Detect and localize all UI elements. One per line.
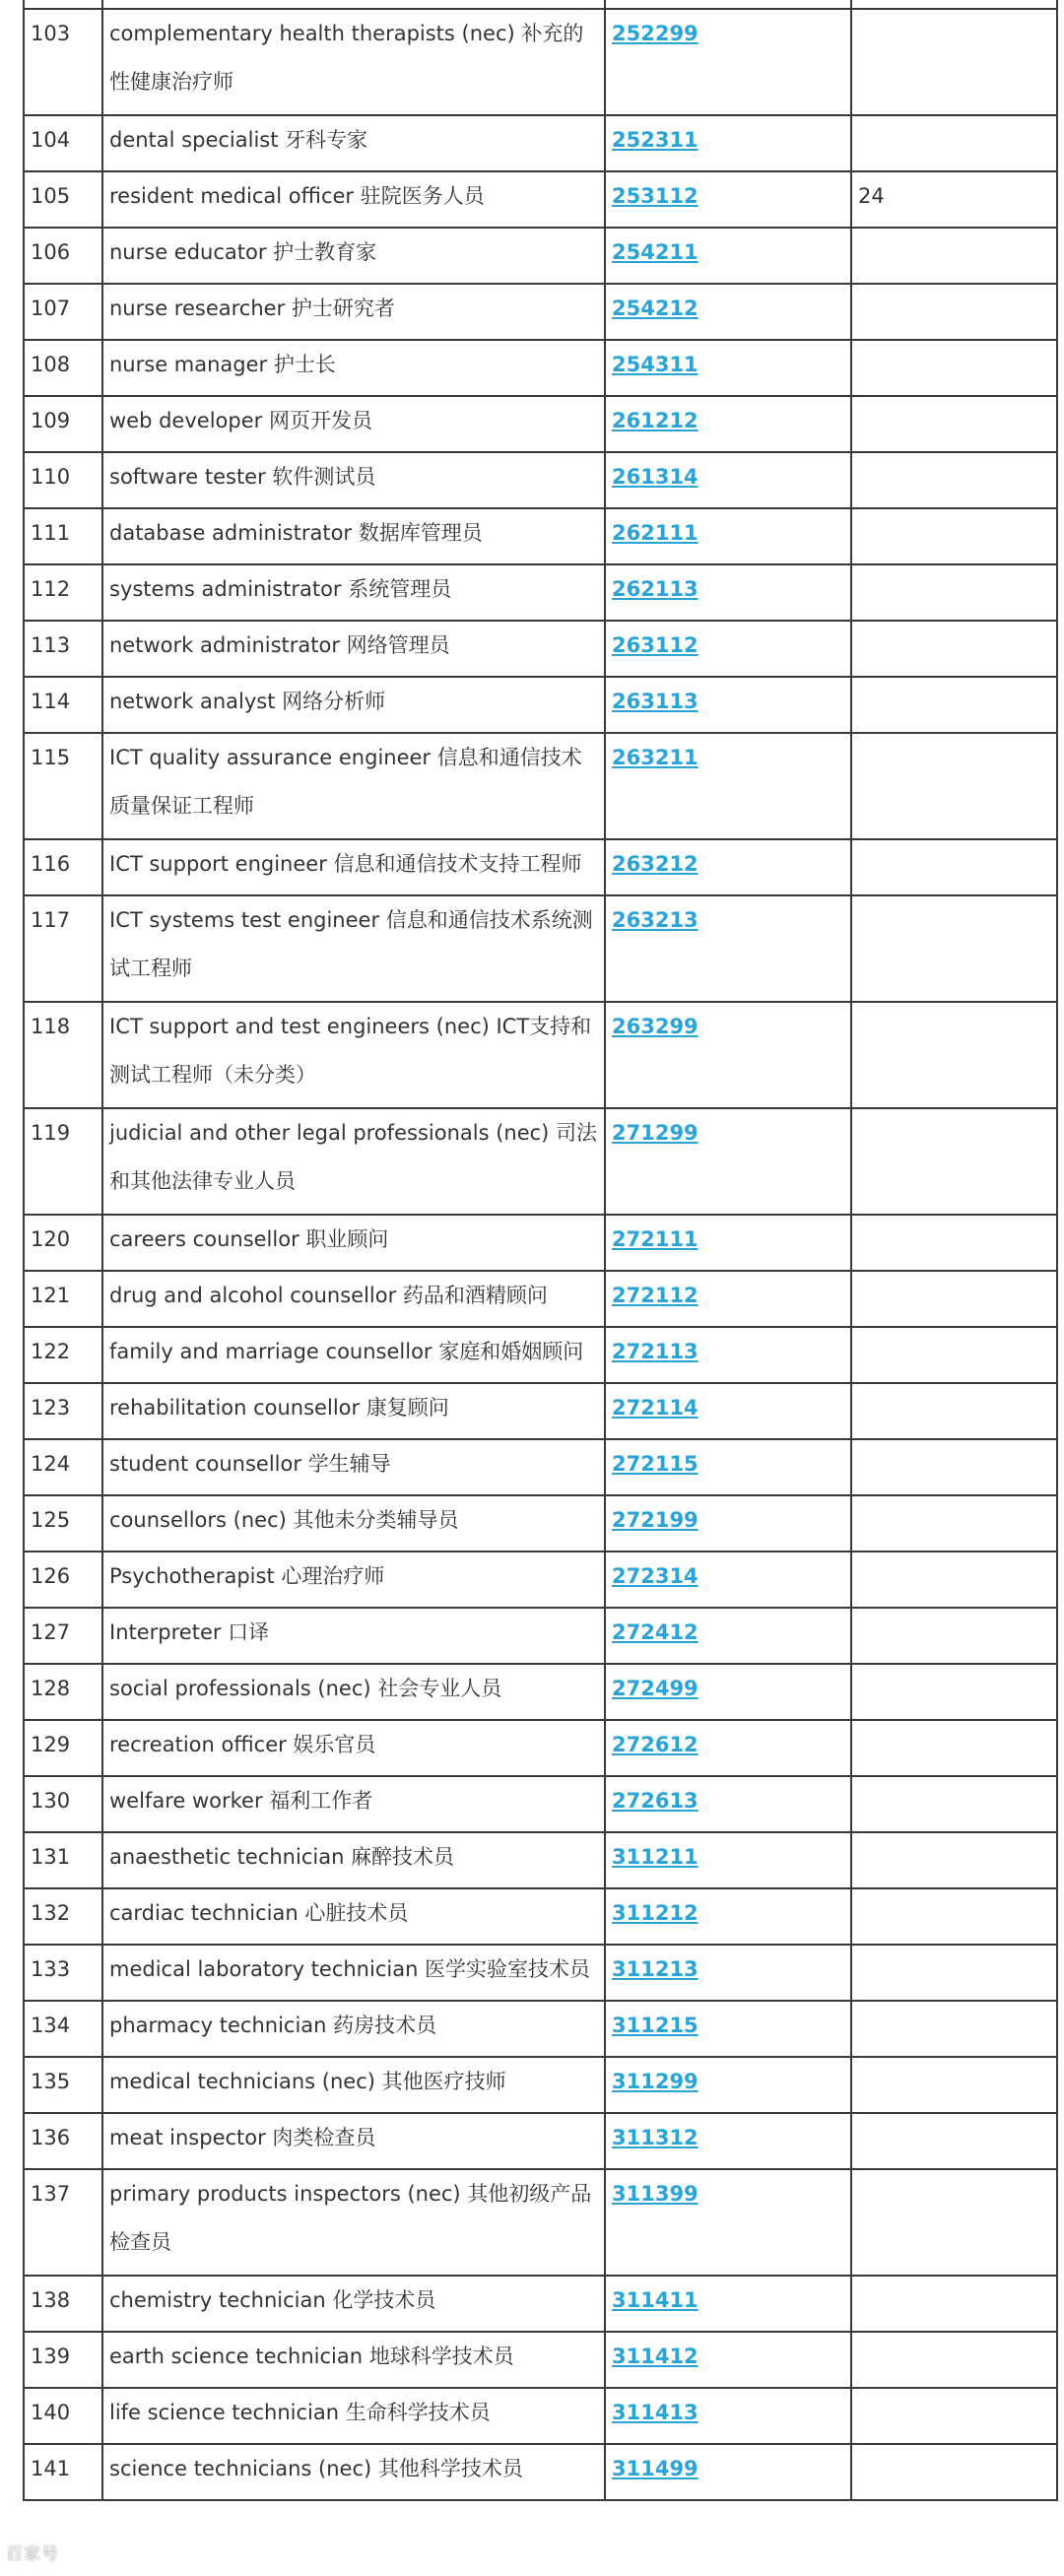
- extra-value-cell: [851, 396, 1057, 452]
- occupation-code-cell: [605, 839, 851, 895]
- extra-value-cell: [851, 839, 1057, 895]
- table-row: [24, 2001, 1057, 2057]
- extra-value-cell: [851, 2169, 1057, 2276]
- occupation-name: complementary health therapists (nec) 补充的性健康治疗师: [109, 22, 584, 94]
- extra-value-cell: [851, 564, 1057, 621]
- occupation-code-link[interactable]: 272115: [612, 1452, 698, 1476]
- table-row: [24, 2057, 1057, 2113]
- extra-value-cell: [851, 2332, 1057, 2388]
- occupation-code-cell: [605, 340, 851, 396]
- occupation-code-cell: [605, 2388, 851, 2444]
- occupation-name-cell: [102, 1002, 605, 1108]
- occupation-name: nurse researcher 护士研究者: [109, 297, 395, 320]
- occupation-code-link[interactable]: 253112: [612, 184, 698, 208]
- table-row: [24, 1720, 1057, 1776]
- table-row: [24, 452, 1057, 508]
- occupation-code-cell: [605, 2332, 851, 2388]
- occupation-code-link[interactable]: 263112: [612, 633, 698, 657]
- extra-value-cell: [851, 1664, 1057, 1720]
- table-row: [24, 1271, 1057, 1327]
- row-number: 111: [24, 508, 102, 564]
- occupation-name-cell: [102, 115, 605, 171]
- occupation-code-link[interactable]: 261314: [612, 465, 698, 489]
- table-row: [24, 9, 1057, 115]
- extra-value-cell: [851, 9, 1057, 115]
- occupation-code-link[interactable]: 272114: [612, 1396, 698, 1420]
- occupation-name: ICT systems test engineer 信息和通信技术系统测试工程师: [109, 908, 593, 980]
- occupation-code-cell: [605, 1271, 851, 1327]
- occupation-name-cell: [102, 9, 605, 115]
- table-row: [24, 396, 1057, 452]
- occupation-code-cell: [605, 1720, 851, 1776]
- occupation-code-link[interactable]: 272199: [612, 1508, 698, 1532]
- occupation-name-cell: [102, 1945, 605, 2001]
- occupation-code-link[interactable]: 311399: [612, 2182, 698, 2206]
- occupation-code-link[interactable]: 272612: [612, 1733, 698, 1756]
- occupation-code-cell: [605, 1495, 851, 1552]
- occupation-code-link[interactable]: 311211: [612, 1845, 698, 1869]
- extra-value-cell: [851, 1945, 1057, 2001]
- row-number: 140: [24, 2388, 102, 2444]
- occupation-name: earth science technician 地球科学技术员: [109, 2345, 514, 2368]
- row-number: [24, 0, 102, 9]
- table-row: [24, 1776, 1057, 1832]
- occupation-code-cell: [605, 1888, 851, 1945]
- occupation-name-cell: [102, 0, 605, 9]
- extra-value-cell: [851, 2388, 1057, 2444]
- occupation-name-cell: [102, 2001, 605, 2057]
- row-number: 122: [24, 1327, 102, 1383]
- occupation-name: software tester 软件测试员: [109, 465, 376, 489]
- row-number: 134: [24, 2001, 102, 2057]
- occupation-code-link[interactable]: 272111: [612, 1227, 698, 1251]
- occupation-name: life science technician 生命科学技术员: [109, 2401, 491, 2424]
- occupation-name: nurse manager 护士长: [109, 353, 336, 376]
- extra-value-cell: [851, 228, 1057, 284]
- extra-value-cell: [851, 0, 1057, 9]
- row-number: 113: [24, 621, 102, 677]
- extra-value-cell: [851, 2276, 1057, 2332]
- occupation-name: meat inspector 肉类检查员: [109, 2126, 376, 2149]
- table-row: [24, 1888, 1057, 1945]
- occupation-table: [23, 0, 1058, 2501]
- occupation-code-link[interactable]: 272113: [612, 1340, 698, 1363]
- extra-value-cell: [851, 1439, 1057, 1495]
- extra-value-cell: [851, 1495, 1057, 1552]
- extra-value-cell: [851, 115, 1057, 171]
- extra-value-cell: [851, 733, 1057, 839]
- occupation-name-cell: [102, 2057, 605, 2113]
- table-row: [24, 1608, 1057, 1664]
- row-number: 114: [24, 677, 102, 733]
- occupation-code-cell: [605, 1108, 851, 1215]
- occupation-name-cell: [102, 2444, 605, 2500]
- occupation-code-cell: [605, 0, 851, 9]
- extra-value-cell: [851, 2057, 1057, 2113]
- table-row: [24, 1495, 1057, 1552]
- table-body: [24, 0, 1057, 2500]
- occupation-name-cell: [102, 2276, 605, 2332]
- occupation-name-cell: [102, 1327, 605, 1383]
- table-row: [24, 733, 1057, 839]
- row-number: 125: [24, 1495, 102, 1552]
- extra-value-cell: [851, 677, 1057, 733]
- table-row: [24, 0, 1057, 9]
- row-number: 107: [24, 284, 102, 340]
- occupation-name: anaesthetic technician 麻醉技术员: [109, 1845, 455, 1869]
- row-number: 105: [24, 171, 102, 228]
- occupation-code-link[interactable]: 272314: [612, 1564, 698, 1588]
- row-number: 123: [24, 1383, 102, 1439]
- occupation-name-cell: [102, 228, 605, 284]
- row-number: 124: [24, 1439, 102, 1495]
- extra-value-cell: 24: [851, 171, 1057, 228]
- occupation-code-cell: [605, 508, 851, 564]
- row-number: 103: [24, 9, 102, 115]
- occupation-name-cell: [102, 677, 605, 733]
- occupation-name-cell: [102, 452, 605, 508]
- row-number: 127: [24, 1608, 102, 1664]
- occupation-name: resident medical officer 驻院医务人员: [109, 184, 485, 208]
- occupation-code-cell: [605, 733, 851, 839]
- table-row: [24, 895, 1057, 1002]
- occupation-code-link[interactable]: 254311: [612, 353, 698, 376]
- occupation-code-cell: [605, 1832, 851, 1888]
- occupation-name: rehabilitation counsellor 康复顾问: [109, 1396, 449, 1420]
- row-number: 115: [24, 733, 102, 839]
- table-row: [24, 2276, 1057, 2332]
- table-row: [24, 1945, 1057, 2001]
- occupation-code-cell: [605, 1215, 851, 1271]
- row-number: 109: [24, 396, 102, 452]
- occupation-name-cell: [102, 1439, 605, 1495]
- table-row: [24, 2332, 1057, 2388]
- occupation-code-link[interactable]: 263113: [612, 690, 698, 713]
- occupation-code-cell: [605, 1439, 851, 1495]
- table-row: [24, 508, 1057, 564]
- table-row: [24, 2444, 1057, 2500]
- occupation-code-link[interactable]: 272499: [612, 1677, 698, 1700]
- row-number: 135: [24, 2057, 102, 2113]
- extra-value-cell: [851, 1108, 1057, 1215]
- occupation-name-cell: [102, 340, 605, 396]
- occupation-name-cell: [102, 2113, 605, 2169]
- row-number: 139: [24, 2332, 102, 2388]
- row-number: 130: [24, 1776, 102, 1832]
- table-row: [24, 284, 1057, 340]
- occupation-name-cell: [102, 1108, 605, 1215]
- occupation-name-cell: [102, 1552, 605, 1608]
- occupation-code-cell: [605, 1776, 851, 1832]
- occupation-code-link[interactable]: 311412: [612, 2345, 698, 2368]
- row-number: 112: [24, 564, 102, 621]
- occupation-name-cell: [102, 564, 605, 621]
- watermark: 百家号: [6, 2544, 59, 2564]
- occupation-code-link[interactable]: 254212: [612, 297, 698, 320]
- occupation-name: medical laboratory technician 医学实验室技术员: [109, 1957, 591, 1981]
- occupation-code-cell: [605, 1552, 851, 1608]
- extra-value-cell: [851, 1608, 1057, 1664]
- occupation-name: primary products inspectors (nec) 其他初级产品检查员: [109, 2182, 592, 2254]
- occupation-name-cell: [102, 1776, 605, 1832]
- occupation-name-cell: [102, 733, 605, 839]
- occupation-code-cell: [605, 2057, 851, 2113]
- extra-value-cell: [851, 284, 1057, 340]
- extra-value-cell: [851, 2001, 1057, 2057]
- occupation-code-link[interactable]: 252299: [612, 22, 698, 45]
- occupation-name-cell: [102, 171, 605, 228]
- table-row: [24, 1002, 1057, 1108]
- occupation-name: ICT quality assurance engineer 信息和通信技术质量保证工程师: [109, 746, 582, 818]
- occupation-name-cell: [102, 1664, 605, 1720]
- table-row: [24, 1664, 1057, 1720]
- occupation-name: science technicians (nec) 其他科学技术员: [109, 2457, 523, 2480]
- row-number: 118: [24, 1002, 102, 1108]
- occupation-code-cell: [605, 171, 851, 228]
- occupation-code-cell: [605, 1608, 851, 1664]
- occupation-name: medical technicians (nec) 其他医疗技师: [109, 2070, 506, 2093]
- occupation-code-link[interactable]: 271299: [612, 1121, 698, 1145]
- occupation-name: careers counsellor 职业顾问: [109, 1227, 389, 1251]
- table-row: [24, 228, 1057, 284]
- table-row: [24, 2169, 1057, 2276]
- occupation-code-cell: [605, 2276, 851, 2332]
- occupation-code-cell: [605, 895, 851, 1002]
- occupation-name-cell: [102, 1495, 605, 1552]
- table-row: [24, 1832, 1057, 1888]
- extra-value-cell: [851, 1215, 1057, 1271]
- occupation-name-cell: [102, 1215, 605, 1271]
- occupation-name-cell: [102, 1832, 605, 1888]
- occupation-name: drug and alcohol counsellor 药品和酒精顾问: [109, 1284, 548, 1307]
- extra-value-cell: [851, 1832, 1057, 1888]
- extra-value-cell: [851, 1552, 1057, 1608]
- row-number: 116: [24, 839, 102, 895]
- table-row: [24, 115, 1057, 171]
- occupation-code-cell: [605, 9, 851, 115]
- row-number: 131: [24, 1832, 102, 1888]
- occupation-name: ICT support and test engineers (nec) ICT支持和测试工程师（未分类）: [109, 1015, 592, 1087]
- row-number: 110: [24, 452, 102, 508]
- row-number: 133: [24, 1945, 102, 2001]
- extra-value-cell: [851, 895, 1057, 1002]
- occupation-code-cell: [605, 677, 851, 733]
- extra-value-cell: [851, 1776, 1057, 1832]
- occupation-name: web developer 网页开发员: [109, 409, 372, 432]
- row-number: 119: [24, 1108, 102, 1215]
- occupation-code-cell: [605, 115, 851, 171]
- table-row: [24, 171, 1057, 228]
- occupation-code-cell: [605, 621, 851, 677]
- occupation-code-link[interactable]: 311213: [612, 1957, 698, 1981]
- occupation-name: student counsellor 学生辅导: [109, 1452, 391, 1476]
- table-row: [24, 2113, 1057, 2169]
- occupation-code-link[interactable]: 272613: [612, 1789, 698, 1813]
- occupation-name: welfare worker 福利工作者: [109, 1789, 373, 1813]
- occupation-code-link[interactable]: 272112: [612, 1284, 698, 1307]
- extra-value-cell: [851, 1888, 1057, 1945]
- extra-value-cell: [851, 1383, 1057, 1439]
- extra-value-cell: [851, 1002, 1057, 1108]
- row-number: 138: [24, 2276, 102, 2332]
- extra-value-cell: [851, 508, 1057, 564]
- occupation-name-cell: [102, 2388, 605, 2444]
- occupation-name: network analyst 网络分析师: [109, 690, 386, 713]
- extra-value-cell: [851, 1327, 1057, 1383]
- occupation-name-cell: [102, 508, 605, 564]
- occupation-name-cell: [102, 284, 605, 340]
- row-number: 141: [24, 2444, 102, 2500]
- table-row: [24, 1215, 1057, 1271]
- row-number: 137: [24, 2169, 102, 2276]
- occupation-name-cell: [102, 1271, 605, 1327]
- occupation-code-link[interactable]: 252311: [612, 128, 698, 152]
- occupation-name: family and marriage counsellor 家庭和婚姻顾问: [109, 1340, 584, 1363]
- occupation-code-cell: [605, 2113, 851, 2169]
- occupation-code-cell: [605, 1664, 851, 1720]
- extra-value-cell: [851, 340, 1057, 396]
- occupation-name: Psychotherapist 心理治疗师: [109, 1564, 385, 1588]
- row-number: 121: [24, 1271, 102, 1327]
- occupation-code-cell: [605, 284, 851, 340]
- occupation-code-cell: [605, 1945, 851, 2001]
- extra-value-cell: [851, 621, 1057, 677]
- row-number: 128: [24, 1664, 102, 1720]
- occupation-name: nurse educator 护士教育家: [109, 240, 377, 264]
- occupation-code-link[interactable]: 254211: [612, 240, 698, 264]
- occupation-code-cell: [605, 1327, 851, 1383]
- occupation-code-link[interactable]: 263212: [612, 852, 698, 876]
- table-row: [24, 564, 1057, 621]
- row-number: 126: [24, 1552, 102, 1608]
- occupation-name: Interpreter 口译: [109, 1620, 270, 1644]
- occupation-code-cell: [605, 1383, 851, 1439]
- occupation-name: chemistry technician 化学技术员: [109, 2288, 436, 2312]
- occupation-code-cell: [605, 2169, 851, 2276]
- occupation-name-cell: [102, 1888, 605, 1945]
- table-row: [24, 677, 1057, 733]
- occupation-name: judicial and other legal professionals (nec) 司法和其他法律专业人员: [109, 1121, 598, 1193]
- table-row: [24, 2388, 1057, 2444]
- occupation-code-cell: [605, 228, 851, 284]
- table-row: [24, 1552, 1057, 1608]
- occupation-name: systems administrator 系统管理员: [109, 577, 452, 601]
- table-row: [24, 1327, 1057, 1383]
- occupation-name-cell: [102, 2332, 605, 2388]
- extra-value-cell: [851, 2444, 1057, 2500]
- occupation-name: database administrator 数据库管理员: [109, 521, 483, 545]
- table-row: [24, 1439, 1057, 1495]
- occupation-code-link[interactable]: 262111: [612, 521, 698, 545]
- extra-value-cell: [851, 452, 1057, 508]
- extra-value-cell: [851, 1271, 1057, 1327]
- occupation-name-cell: [102, 621, 605, 677]
- occupation-name-cell: [102, 1608, 605, 1664]
- occupation-name: network administrator 网络管理员: [109, 633, 450, 657]
- row-number: 136: [24, 2113, 102, 2169]
- extra-value-cell: [851, 1720, 1057, 1776]
- occupation-code-link[interactable]: 263213: [612, 908, 698, 932]
- occupation-code-link[interactable]: 272412: [612, 1620, 698, 1644]
- occupation-code-cell: [605, 2001, 851, 2057]
- row-number: 108: [24, 340, 102, 396]
- occupation-code-cell: [605, 2444, 851, 2500]
- extra-value-cell: [851, 2113, 1057, 2169]
- occupation-name-cell: [102, 895, 605, 1002]
- occupation-code-link[interactable]: 311212: [612, 1901, 698, 1925]
- occupation-code-link[interactable]: 311413: [612, 2401, 698, 2424]
- occupation-name-cell: [102, 2169, 605, 2276]
- occupation-code-link[interactable]: 311411: [612, 2288, 698, 2312]
- occupation-name-cell: [102, 839, 605, 895]
- row-number: 129: [24, 1720, 102, 1776]
- occupation-name: dental specialist 牙科专家: [109, 128, 368, 152]
- occupation-name: social professionals (nec) 社会专业人员: [109, 1677, 502, 1700]
- table-row: [24, 839, 1057, 895]
- occupation-code-link[interactable]: 311499: [612, 2457, 698, 2480]
- occupation-name-cell: [102, 1720, 605, 1776]
- occupation-name: cardiac technician 心脏技术员: [109, 1901, 409, 1925]
- table-row: [24, 621, 1057, 677]
- table-row: [24, 340, 1057, 396]
- occupation-code-cell: [605, 452, 851, 508]
- occupation-code-link[interactable]: 311215: [612, 2014, 698, 2037]
- row-number: 106: [24, 228, 102, 284]
- occupation-code-link[interactable]: 261212: [612, 409, 698, 432]
- occupation-code-link[interactable]: 311312: [612, 2126, 698, 2149]
- occupation-code-cell: [605, 564, 851, 621]
- occupation-code-cell: [605, 1002, 851, 1108]
- row-number: 132: [24, 1888, 102, 1945]
- occupation-code-cell: [605, 396, 851, 452]
- table-row: [24, 1383, 1057, 1439]
- occupation-name: recreation officer 娱乐官员: [109, 1733, 376, 1756]
- row-number: 104: [24, 115, 102, 171]
- occupation-name: ICT support engineer 信息和通信技术支持工程师: [109, 852, 582, 876]
- occupation-code-link[interactable]: 263299: [612, 1015, 698, 1038]
- row-number: 120: [24, 1215, 102, 1271]
- occupation-name-cell: [102, 396, 605, 452]
- occupation-code-link[interactable]: 263211: [612, 746, 698, 769]
- occupation-name: pharmacy technician 药房技术员: [109, 2014, 437, 2037]
- occupation-code-link[interactable]: 311299: [612, 2070, 698, 2093]
- table-row: [24, 1108, 1057, 1215]
- row-number: 117: [24, 895, 102, 1002]
- occupation-name-cell: [102, 1383, 605, 1439]
- occupation-name: counsellors (nec) 其他未分类辅导员: [109, 1508, 459, 1532]
- occupation-code-link[interactable]: 262113: [612, 577, 698, 601]
